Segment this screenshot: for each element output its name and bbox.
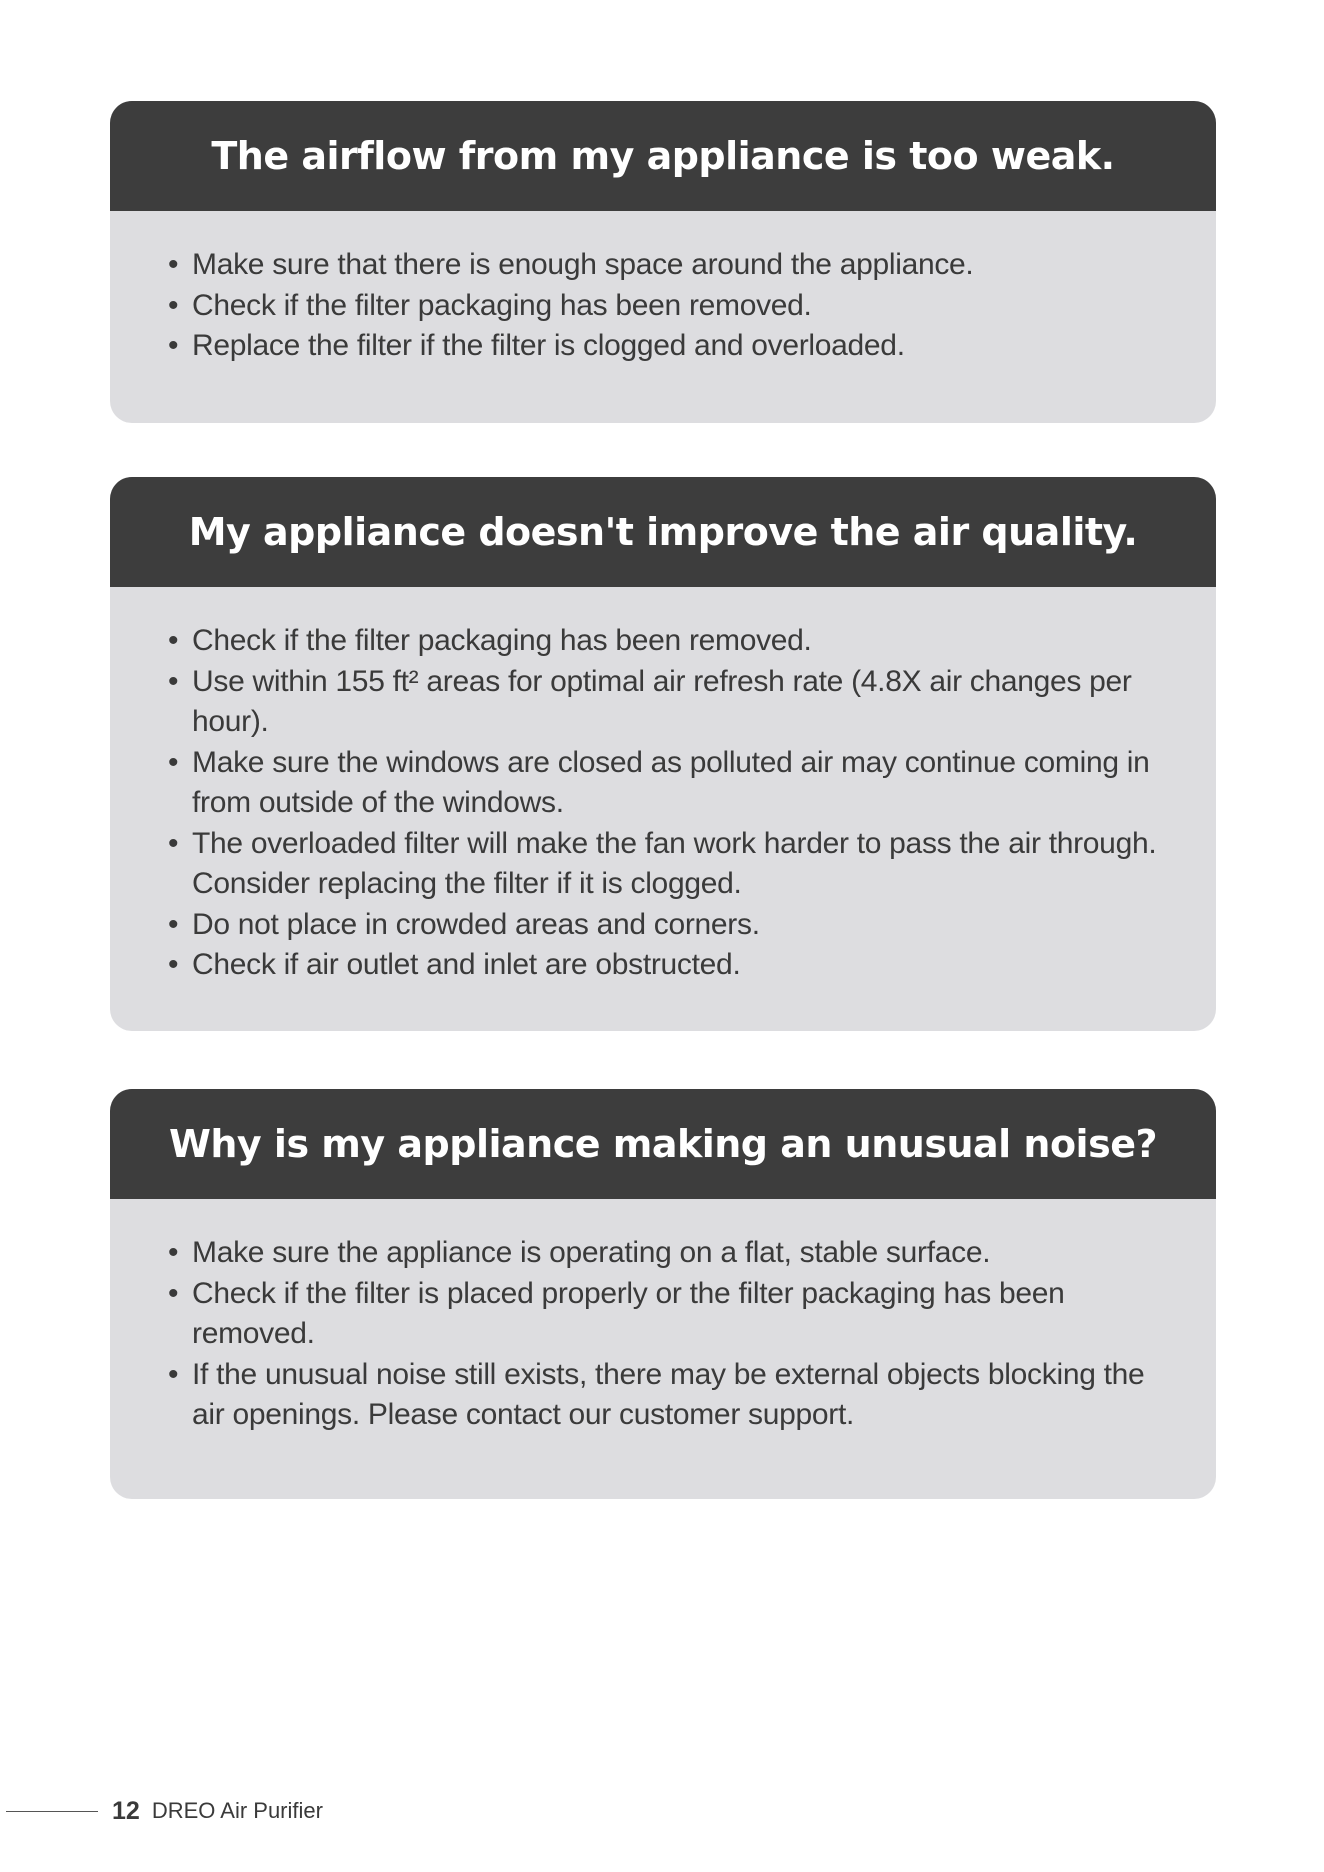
footer-rule (6, 1811, 98, 1812)
list-item: • Check if the filter packaging has been removed. (168, 621, 1176, 662)
faq-card-weak-airflow (110, 101, 1216, 423)
list-item: • Check if air outlet and inlet are obstructed. (168, 945, 1176, 986)
faq-card-body (110, 587, 1216, 986)
faq-card-title: My appliance doesn't improve the air quality. (188, 510, 1138, 554)
list-item: • Check if the filter is placed properly or the filter packaging has been removed. (168, 1274, 1176, 1355)
faq-bullet-list (168, 245, 1176, 367)
list-item: • Replace the filter if the filter is clogged and overloaded. (168, 326, 1176, 367)
page-footer (0, 1796, 323, 1826)
list-item: • Check if the filter packaging has been removed. (168, 286, 1176, 327)
faq-card-title: The airflow from my appliance is too weak. (211, 134, 1115, 178)
faq-card-title: Why is my appliance making an unusual noise? (168, 1122, 1158, 1166)
list-item: • The overloaded filter will make the fan work harder to pass the air through. Consider replacing the filter if it is clogged. (168, 824, 1176, 905)
faq-bullet-list (168, 1233, 1176, 1436)
faq-card-body (110, 211, 1216, 367)
faq-card-header (110, 101, 1216, 211)
list-item: • If the unusual noise still exists, there may be external objects blocking the air openings. Please contact our customer support. (168, 1355, 1176, 1436)
faq-card-header (110, 1089, 1216, 1199)
list-item: • Make sure the windows are closed as polluted air may continue coming in from outside of the windows. (168, 743, 1176, 824)
faq-card-air-quality (110, 477, 1216, 1031)
page-number: 12 (112, 1796, 140, 1825)
list-item: • Make sure the appliance is operating on a flat, stable surface. (168, 1233, 1176, 1274)
list-item: • Make sure that there is enough space around the appliance. (168, 245, 1176, 286)
list-item: • Use within 155 ft² areas for optimal air refresh rate (4.8X air changes per hour). (168, 662, 1176, 743)
faq-card-body (110, 1199, 1216, 1436)
list-item: • Do not place in crowded areas and corners. (168, 905, 1176, 946)
document-name: DREO Air Purifier (151, 1798, 323, 1823)
faq-card-unusual-noise (110, 1089, 1216, 1499)
faq-bullet-list (168, 621, 1176, 986)
faq-card-header (110, 477, 1216, 587)
